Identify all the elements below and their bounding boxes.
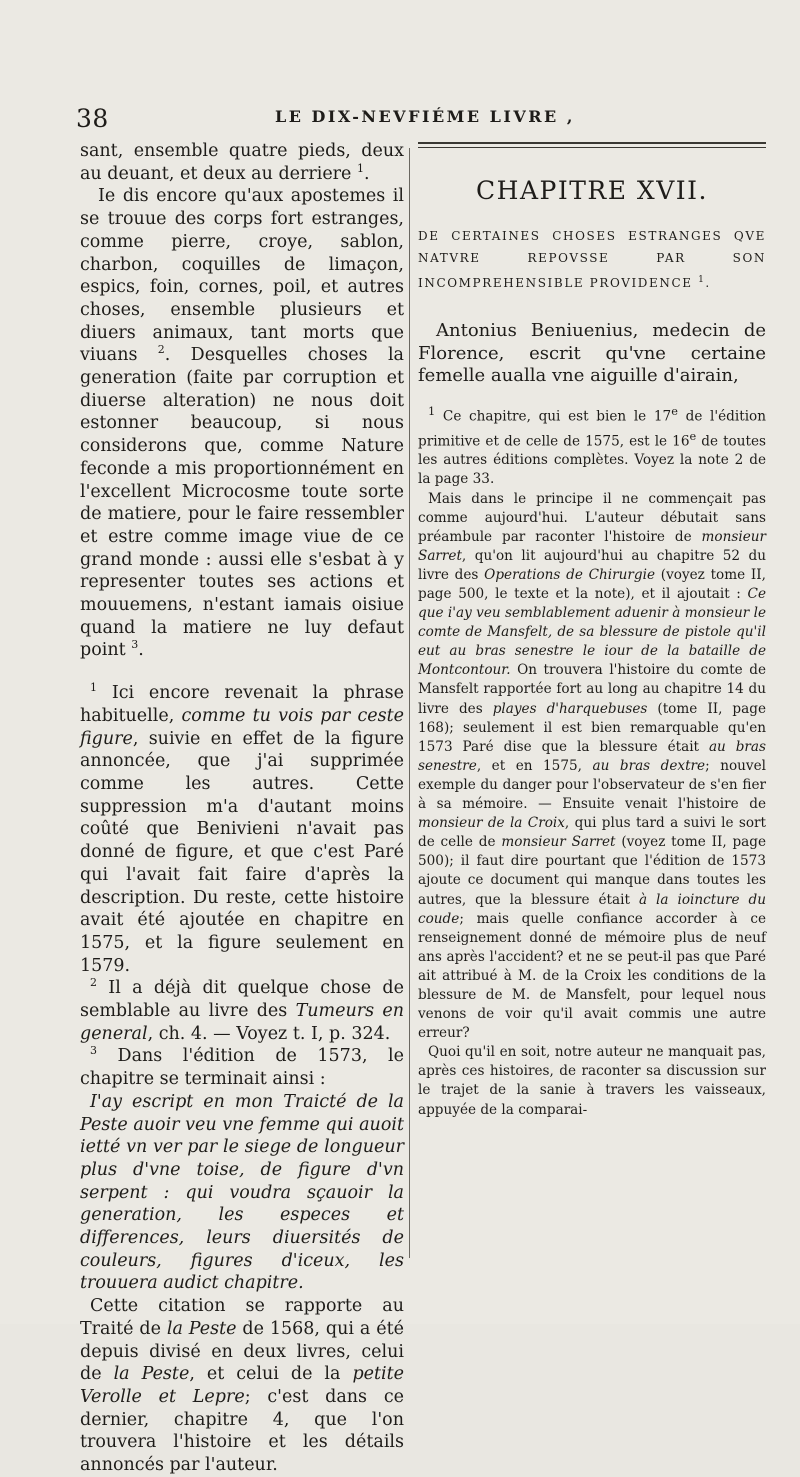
footnote-3: $^3$ Dans l'édition de 1573, le chapitre se terminait ainsi : [80, 1044, 404, 1090]
footnote-1: $^1$ Ici encore revenait la phrase habituelle, comme tu vois par ceste figure, suivie en effet de la figure annoncée, que j'ai supprimée comme les autres. Cette suppression m'a d'autant moins coûté que Benivieni n'avait pas donné de figure, et que c'est Paré qui l'avait fait faire d'après la description. Du reste, cette histoire avait été ajoutée en chapitre en 1575, et la figure seulement en 1579. [80, 681, 404, 976]
footnote-citation: Cette citation se rapporte au Traité de la Peste de 1568, qui a été depuis divisé en deux livres, celui de la Peste, et celui de la petite Verolle et Lepre; c'est dans ce dernier, chapitre 4, que l'on trouvera l'histoire et les détails annoncés par l'auteur. [80, 1296, 405, 1476]
chapter-title: CHAPITRE XVII. [476, 176, 708, 205]
right-footnote-3: Quoi qu'il en soit, notre auteur ne manquait pas, après ces histoires, de raconter sa discussion sur le trajet de la sanie à travers les vaisseaux, appuyée de la comparai- [418, 1044, 766, 1118]
footnote-2: $^2$ Il a déjà dit quelque chose de semblable au livre des Tumeurs en general, ch. 4. — Voyez t. I, p. 324. [80, 976, 404, 1044]
right-column [418, 142, 766, 1120]
left-paragraph-1: sant, ensemble quatre pieds, deux au deuant, et deux au derriere $^1$. [80, 141, 404, 184]
footnote-quote: I'ay escript en mon Traicté de la Peste auoir veu vne femme qui auoit ietté vn ver par le siege de longueur plus d'vne toise, de figure d'vn serpent : qui voudra sçauoir la generation, les especes et differences, leurs diuersités de couleurs, figures d'iceux, les trouuera audict chapitre. [80, 1091, 404, 1294]
chapter-body: Antonius Beniuenius, medecin de Florence, escrit qu'vne certaine femelle aualla vne aiguille d'airain, [418, 320, 766, 387]
left-paragraph-2: Ie dis encore qu'aux apostemes il se trouue des corps fort estranges, comme pierre, croye, sablon, charbon, coquilles de limaçon, espics, foin, cornes, poil, et autres choses, ensemble plusieurs et diuers animaux, tant morts que viuans $^2$. Desquelles choses la generation (faite par corruption et diuerse alteration) ne nous doit estonner beaucoup, si nous considerons que, comme Nature feconde a mis proportionnément en l'excellent Microcosme toute sorte de matiere, pour le faire ressembler et estre comme image viue de ce grand monde : aussi elle s'esbat à y representer toutes ses actions et mouuemens, n'estant iamais oisiue quand la matiere ne luy defaut point $^3$. [80, 186, 404, 661]
footnotes [80, 682, 404, 1477]
right-footnote-1: $^1$ Ce chapitre, qui est bien le 17e de l'édition primitive et de celle de 1575, est le 16e de toutes les autres éditions complètes. Voyez la note 2 de la page 33. [418, 404, 766, 488]
right-footnote-2: Mais dans le principe il ne commençait pas comme aujourd'hui. L'auteur débutait sans préambule par raconter l'histoire de monsieur Sarret, qu'on lit aujourd'hui au chapitre 52 du livre des Operations de Chirurgie (voyez tome II, page 500, le texte et la note), et il ajoutait : Ce que i'ay veu semblablement aduenir à monsieur le comte de Mansfelt, de sa blessure de pistole qu'il eut au bras senestre le iour de la bataille de Montcontour. On trouvera l'histoire du comte de Mansfelt rapportée fort au long au chapitre 14 du livre des playes d'harquebuses (tome II, page 168); seulement il est bien remarquable qu'en 1573 Paré dise que la blessure était au bras senestre, et en 1575, au bras dextre; nouvel exemple du danger pour l'observateur de s'en fier à sa mémoire. — Ensuite venait l'histoire de monsieur de la Croix, qui plus tard a suivi le sort de celle de monsieur Sarret (voyez tome II, page 500); il faut dire pourtant que l'édition de 1573 ajoute ce document qui manque dans toutes les autres, que la blessure était à la ioincture du coude; mais quelle confiance accorder à ce renseignement donné de mémoire plus de neuf ans après l'accident? et ne se peut-il pas que Paré ait attribué à M. de la Croix les conditions de la blessure de M. de Mansfelt, pour lequel nous venons de voir qu'il avait commis une autre erreur? [418, 490, 766, 1042]
left-column [80, 140, 404, 1477]
note-ref: 3 [131, 638, 139, 652]
running-head: LE DIX-NEVFIÉME LIVRE , [275, 107, 575, 126]
chapter-rule [418, 142, 766, 148]
chapter-subtitle: DE CERTAINES CHOSES ESTRANGES QVE NATVRE REPOVSSE PAR SON INCOMPREHENSIBLE PROVIDENCE $^1$. [418, 229, 766, 290]
column-divider [409, 148, 410, 1258]
note-ref: 1 [356, 161, 364, 175]
page-number: 38 [76, 104, 109, 133]
note-ref: 2 [157, 343, 165, 357]
